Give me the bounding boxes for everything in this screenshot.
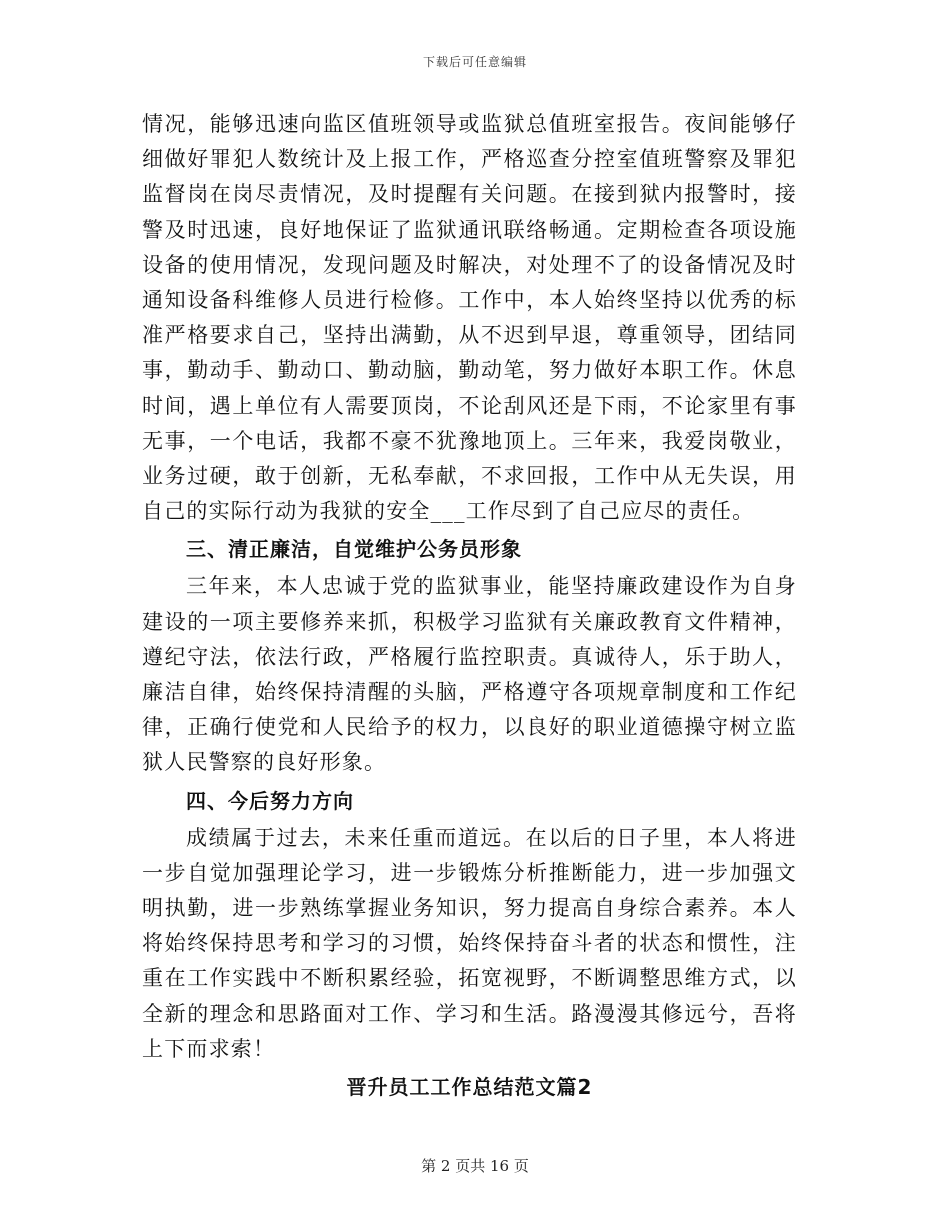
next-article-title: 晋升员工工作总结范文篇2: [346, 1075, 593, 1100]
paragraph-future: 成绩属于过去，未来任重而道远。在以后的日子里，本人将进一步自觉加强理论学习，进一步锻炼分析推断能力，进一步加强文明执勤，进一步熟练掌握业务知识，努力提高自身综合素养。本人将始终保持思考和学习的习惯，始终保持奋斗者的状态和惯性，注重在工作实践中不断积累经验，拓宽视野，不断调整思维方式，以全新的理念和思路面对工作、学习和生活。路漫漫其修远兮，吾将上下而求索！: [142, 825, 797, 1061]
paragraph-integrity: 三年来，本人忠诚于党的监狱事业，能坚持廉政建设作为自身建设的一项主要修养来抓，积极学习监狱有关廉政教育文件精神，遵纪守法，依法行政，严格履行监控职责。真诚待人，乐于助人，廉洁自律，始终保持清醒的头脑，严格遵守各项规章制度和工作纪律，正确行使党和人民给予的权力，以良好的职业道德操守树立监狱人民警察的良好形象。: [142, 574, 797, 775]
page-header: 下载后可任意编辑: [422, 55, 527, 69]
document-body: [142, 107, 797, 1107]
section-heading-integrity: 三、清正廉洁，自觉维护公务员形象: [186, 537, 522, 562]
section-heading-future: 四、今后努力方向: [186, 788, 354, 813]
paragraph-duty-details: 情况，能够迅速向监区值班领导或监狱总值班室报告。夜间能够仔细做好罪犯人数统计及上报工作，严格巡查分控室值班警察及罪犯监督岗在岗尽责情况，及时提醒有关问题。在接到狱内报警时，接警及时迅速，良好地保证了监狱通讯联络畅通。定期检查各项设施设备的使用情况，发现问题及时解决，对处理不了的设备情况及时通知设备科维修人员进行检修。工作中，本人始终坚持以优秀的标准严格要求自己，坚持出满勤，从不迟到早退，尊重领导，团结同事，勤动手、勤动口、勤动脑，勤动笔，努力做好本职工作。休息时间，遇上单位有人需要顶岗，不论刮风还是下雨，不论家里有事无事，一个电话，我都不豪不犹豫地顶上。三年来，我爱岗敬业，业务过硬，敢于创新，无私奉献，不求回报，工作中从无失误，用自己的实际行动为我狱的安全___工作尽到了自己应尽的责任。: [142, 112, 797, 524]
page-number-footer: 第 2 页共 16 页: [421, 1157, 529, 1175]
